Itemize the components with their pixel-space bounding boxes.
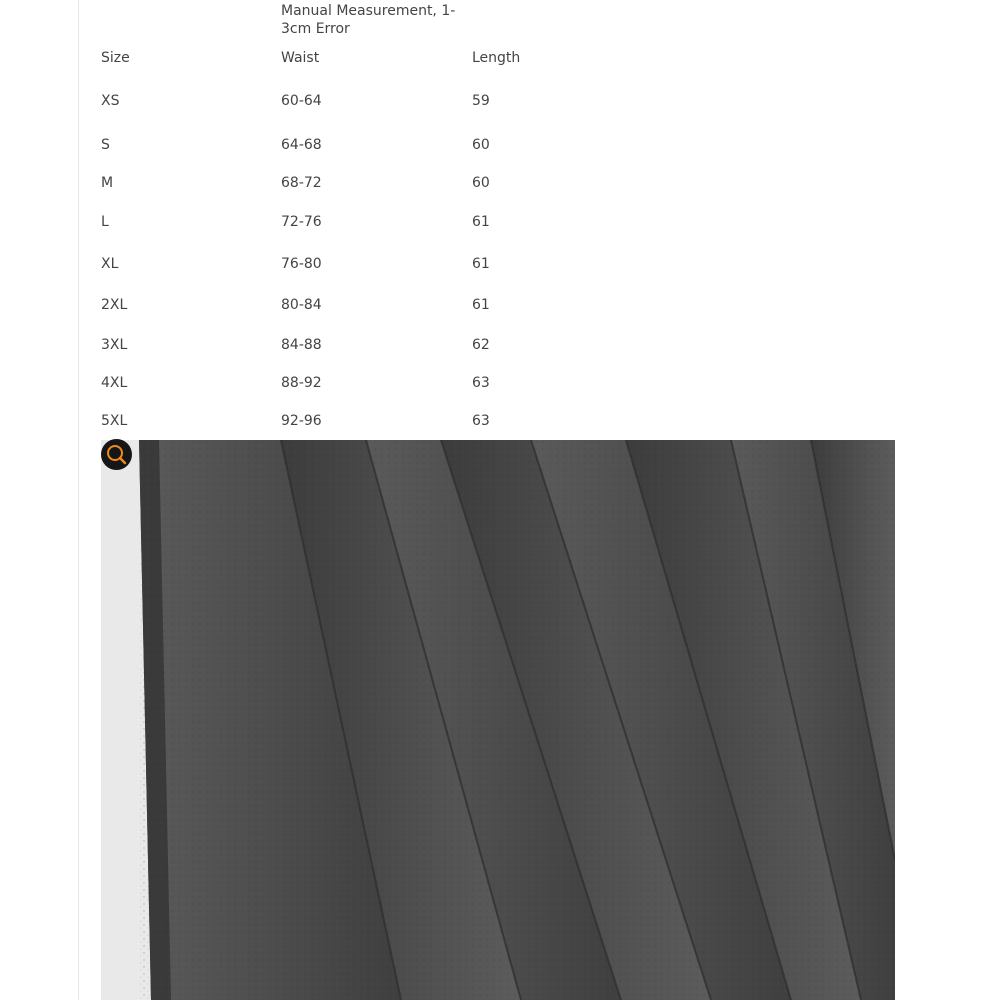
page-left-divider bbox=[78, 0, 79, 1000]
measurement-note: Manual Measurement, 1-3cm Error bbox=[281, 3, 456, 37]
row-size-s: S bbox=[101, 137, 110, 153]
row-waist-4xl: 88-92 bbox=[281, 375, 322, 391]
row-length-2xl: 61 bbox=[472, 297, 490, 313]
zoom-button[interactable] bbox=[101, 439, 132, 470]
product-image-pleated-skirt[interactable] bbox=[101, 440, 895, 1000]
row-length-5xl: 63 bbox=[472, 413, 490, 429]
row-size-4xl: 4XL bbox=[101, 375, 128, 391]
row-waist-m: 68-72 bbox=[281, 175, 322, 191]
row-length-4xl: 63 bbox=[472, 375, 490, 391]
row-size-xs: XS bbox=[101, 93, 120, 109]
header-length: Length bbox=[472, 50, 521, 66]
row-waist-5xl: 92-96 bbox=[281, 413, 322, 429]
row-length-s: 60 bbox=[472, 137, 490, 153]
row-length-xl: 61 bbox=[472, 256, 490, 272]
row-length-3xl: 62 bbox=[472, 337, 490, 353]
row-length-m: 60 bbox=[472, 175, 490, 191]
row-waist-l: 72-76 bbox=[281, 214, 322, 230]
pleated-fabric-illustration bbox=[101, 440, 895, 1000]
row-waist-s: 64-68 bbox=[281, 137, 322, 153]
row-waist-xl: 76-80 bbox=[281, 256, 322, 272]
size-chart-table bbox=[101, 0, 601, 440]
row-length-l: 61 bbox=[472, 214, 490, 230]
row-size-2xl: 2XL bbox=[101, 297, 128, 313]
row-waist-2xl: 80-84 bbox=[281, 297, 322, 313]
row-size-l: L bbox=[101, 214, 109, 230]
row-size-m: M bbox=[101, 175, 114, 191]
row-length-xs: 59 bbox=[472, 93, 490, 109]
row-size-3xl: 3XL bbox=[101, 337, 128, 353]
header-size: Size bbox=[101, 50, 130, 66]
magnifier-icon bbox=[101, 439, 132, 470]
header-waist: Waist bbox=[281, 50, 320, 66]
row-size-5xl: 5XL bbox=[101, 413, 128, 429]
row-waist-xs: 60-64 bbox=[281, 93, 322, 109]
row-waist-3xl: 84-88 bbox=[281, 337, 322, 353]
row-size-xl: XL bbox=[101, 256, 119, 272]
